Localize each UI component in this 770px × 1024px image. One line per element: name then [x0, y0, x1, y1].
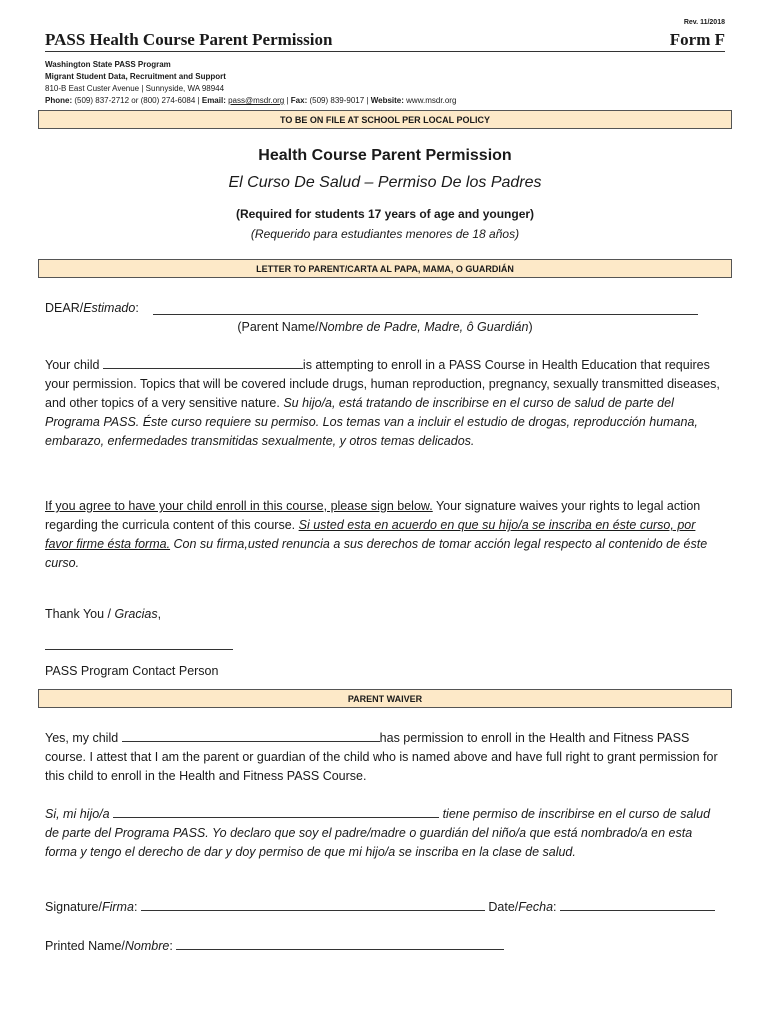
header-divider — [45, 51, 725, 52]
org-dept: Migrant Student Data, Recruitment and Support — [45, 72, 226, 81]
printed-name-row: Printed Name/Nombre: — [45, 937, 725, 956]
si-hijo-label: Si, mi hijo/a — [45, 807, 110, 821]
age-requirement-es: (Requerido para estudiantes menores de 18 años) — [250, 227, 520, 241]
waiver-child-name-field[interactable] — [122, 729, 380, 742]
website-label: Website: — [370, 96, 404, 105]
file-policy-banner: TO BE ON FILE AT SCHOOL PER LOCAL POLICY — [38, 110, 732, 129]
signature-field[interactable] — [141, 898, 485, 911]
letter-body-es: Su hijo/a, está tratando de inscribirse en el curso de salud de parte del Programa PASS. Éste curso requiere su permiso. Los temas van a incluir el estudio de drogas, reproducción humana, embarazo, enfermedades transmitidas sexualmente, y otros temas delicados. — [45, 396, 698, 448]
printed-name-field[interactable] — [176, 937, 504, 950]
thanks-line: Thank You / Gracias, — [45, 607, 162, 621]
email-link[interactable]: pass@msdr.org — [228, 96, 285, 105]
letter-body-en: is attempting to enroll in a PASS Course in Health Education that requires your permission. Topics that will be covered include drugs, human reproduction, pregnancy, sexually transmitted diseases, and other topics of a very sensitive nature. — [45, 358, 720, 410]
printed-name-label: Printed Name/ — [45, 939, 125, 953]
revision-label: Rev. 11/2018 — [683, 19, 725, 26]
agree-instruction: If you agree to have your child enroll in this course, please sign below. — [45, 499, 433, 513]
parent-name-field[interactable] — [153, 300, 698, 315]
website-link[interactable]: www.msdr.org — [406, 96, 457, 105]
page-title-es: El Curso De Salud – Permiso De los Padres — [228, 174, 542, 191]
agree-instruction-es: Si usted esta en acuerdo en que su hijo/a se inscriba en éste curso, por favor firme ésta forma. — [45, 518, 696, 551]
parent-name-hint: (Parent Name/Nombre de Padre, Madre, ô Guardián) — [237, 320, 533, 334]
signature-label: Signature/ — [45, 900, 102, 914]
contact-person-label: PASS Program Contact Person — [45, 664, 219, 678]
waiver-body-en: has permission to enroll in the Health and Fitness PASS course. I attest that I am the parent or guardian of the child who is named above and have full right to grant permission for this child to enroll in the Health and Fitness PASS Course. — [45, 731, 718, 783]
child-name-field[interactable] — [103, 356, 303, 369]
org-name: Washington State PASS Program — [45, 60, 171, 69]
date-label: Date/ — [488, 900, 519, 914]
phone-value: (509) 837-2712 or (800) 274-6084 — [74, 96, 196, 105]
email-label: Email: — [201, 96, 226, 105]
date-field[interactable] — [560, 898, 715, 911]
dear-label-es: Estimado — [83, 301, 136, 315]
fax-value: (509) 839-9017 — [309, 96, 365, 105]
phone-label: Phone: — [45, 96, 73, 105]
form-label: Form F — [669, 30, 725, 49]
signature-row: Signature/Firma: Date/Fecha: — [45, 898, 765, 917]
waiver-text-es: Con su firma,usted renuncia a sus derechos de tomar acción legal respecto al contenido de éste curso. — [45, 537, 708, 570]
contact-signature-field[interactable] — [45, 649, 233, 650]
letter-section-bar: LETTER TO PARENT/CARTA AL PAPA, MAMA, O GUARDIÁN — [38, 259, 732, 278]
parent-waiver-bar: PARENT WAIVER — [38, 689, 732, 708]
letter-paragraph — [45, 356, 725, 451]
waiver-child-name-field-es[interactable] — [113, 805, 439, 818]
waiver-paragraph-es — [45, 805, 725, 862]
page-title: Health Course Parent Permission — [258, 147, 512, 164]
waiver-body-es: tiene permiso de inscribirse en el curso de salud de parte del Programa PASS. Yo declaro que soy el padre/madre o guardián del niño/a que está nombrado/a en esta forma y tengo el derecho de dar y doy permiso de que mi hijo/a se inscriba en la clase de salud. — [45, 807, 711, 859]
fax-label: Fax: — [290, 96, 308, 105]
document-title: PASS Health Course Parent Permission — [45, 30, 333, 49]
dear-line: DEAR/Estimado: — [45, 301, 139, 315]
dear-label: DEAR/ — [45, 301, 84, 315]
waiver-paragraph-en — [45, 729, 725, 786]
org-address: 810-B East Custer Avenue | Sunnyside, WA 98944 — [45, 84, 225, 93]
yes-child-label: Yes, my child — [45, 731, 119, 745]
waiver-text: Your signature waives your rights to legal action regarding the curricula content of this course. — [45, 499, 701, 532]
your-child-label: Your child — [45, 358, 100, 372]
agreement-paragraph — [45, 497, 725, 573]
age-requirement: (Required for students 17 years of age and younger) — [235, 207, 535, 221]
contact-line: Phone: (509) 837-2712 or (800) 274-6084 | Email: pass@msdr.org | Fax: (509) 839-9017 | Website: www.msdr.org — [45, 96, 457, 105]
